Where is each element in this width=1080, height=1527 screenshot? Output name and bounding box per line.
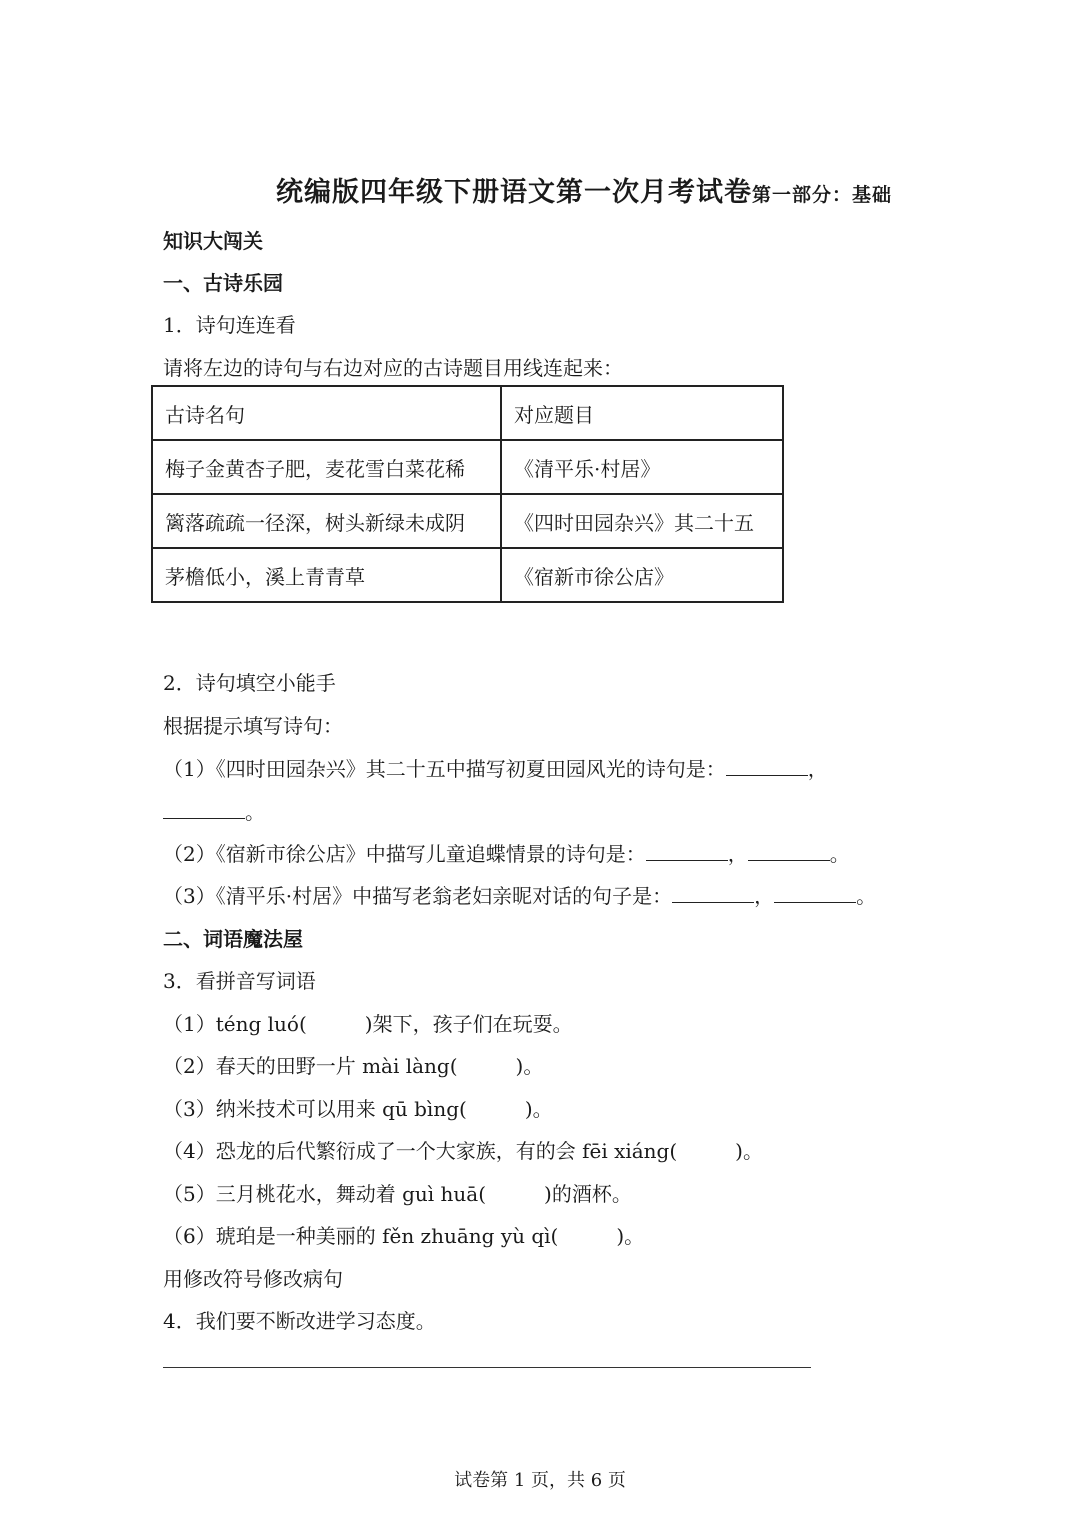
question-text: （1）《四时田园杂兴》其二十五中描写初夏田园风光的诗句是： (163, 757, 726, 781)
question-1-instruction: 请将左边的诗句与右边对应的古诗题目用线连起来： (163, 356, 623, 380)
question-3-title: 3．看拼音写词语 (163, 969, 316, 993)
table-row (152, 494, 783, 548)
question-2-instruction: 根据提示填写诗句： (163, 714, 343, 738)
period: 。 (829, 842, 850, 866)
page-title: 统编版四年级下册语文第一次月考试卷第一部分：基础 (276, 177, 893, 208)
table-cell-title: 《清平乐·村居》 (501, 440, 783, 494)
answer-blank[interactable] (726, 755, 808, 776)
question-4-title: 4．我们要不断改进学习态度。 (163, 1309, 436, 1333)
answer-blank[interactable] (163, 798, 245, 819)
table-cell-verse: 梅子金黄杏子肥，麦花雪白菜花稀 (152, 440, 501, 494)
answer-blank[interactable] (672, 882, 754, 903)
question-3-item-4: （4）恐龙的后代繁衍成了一个大家族，有的会 fēi xiáng( )。 (163, 1139, 763, 1163)
poem-matching-table (151, 385, 784, 603)
question-3-item-6: （6）琥珀是一种美丽的 fěn zhuāng yù qì( )。 (163, 1224, 645, 1248)
table-row (152, 548, 783, 602)
question-3-item-5: （5）三月桃花水，舞动着 guì huā( )的酒杯。 (163, 1182, 632, 1206)
question-1-title: 1．诗句连连看 (163, 313, 296, 337)
table-header-cell: 古诗名句 (152, 386, 501, 440)
question-3-item-3: （3）纳米技术可以用来 qū bìng( )。 (163, 1097, 553, 1121)
section-2-heading: 二、词语魔法屋 (163, 927, 303, 951)
page-footer: 试卷第 1 页，共 6 页 (454, 1470, 626, 1491)
question-3-item-2: （2）春天的田野一片 mài làng( )。 (163, 1054, 544, 1078)
section-knowledge-heading: 知识大闯关 (163, 229, 263, 253)
table-row (152, 440, 783, 494)
question-3-item-1: （1）téng luó( )架下，孩子们在玩耍。 (163, 1012, 573, 1036)
section-1-heading: 一、古诗乐园 (163, 271, 283, 295)
answer-blank[interactable] (774, 882, 856, 903)
table-cell-title: 《宿新市徐公店》 (501, 548, 783, 602)
question-text: （3）《清平乐·村居》中描写老翁老妇亲昵对话的句子是： (163, 884, 673, 908)
table-header-row (152, 386, 783, 440)
answer-line[interactable] (163, 1367, 811, 1368)
question-2-title: 2．诗句填空小能手 (163, 671, 336, 695)
table-cell-verse: 篱落疏疏一径深，树头新绿未成阴 (152, 494, 501, 548)
table-cell-verse: 茅檐低小，溪上青青草 (152, 548, 501, 602)
period: 。 (856, 884, 877, 908)
period: 。 (245, 800, 265, 824)
question-4-intro: 用修改符号修改病句 (163, 1267, 343, 1291)
question-2-item-1 (163, 753, 828, 782)
table-header-cell: 对应题目 (501, 386, 783, 440)
question-2-item-2 (163, 838, 850, 867)
question-text: （2）《宿新市徐公店》中描写儿童追蝶情景的诗句是： (163, 842, 646, 866)
table-cell-title: 《四时田园杂兴》其二十五 (501, 494, 783, 548)
answer-blank[interactable] (748, 840, 830, 861)
answer-blank[interactable] (646, 840, 728, 861)
question-2-item-3 (163, 880, 876, 909)
page-subtitle: 第一部分：基础 (752, 184, 893, 206)
comma: ， (727, 842, 748, 866)
comma: ， (807, 757, 828, 781)
comma: ， (754, 884, 775, 908)
question-2-item-1-cont (163, 796, 265, 825)
